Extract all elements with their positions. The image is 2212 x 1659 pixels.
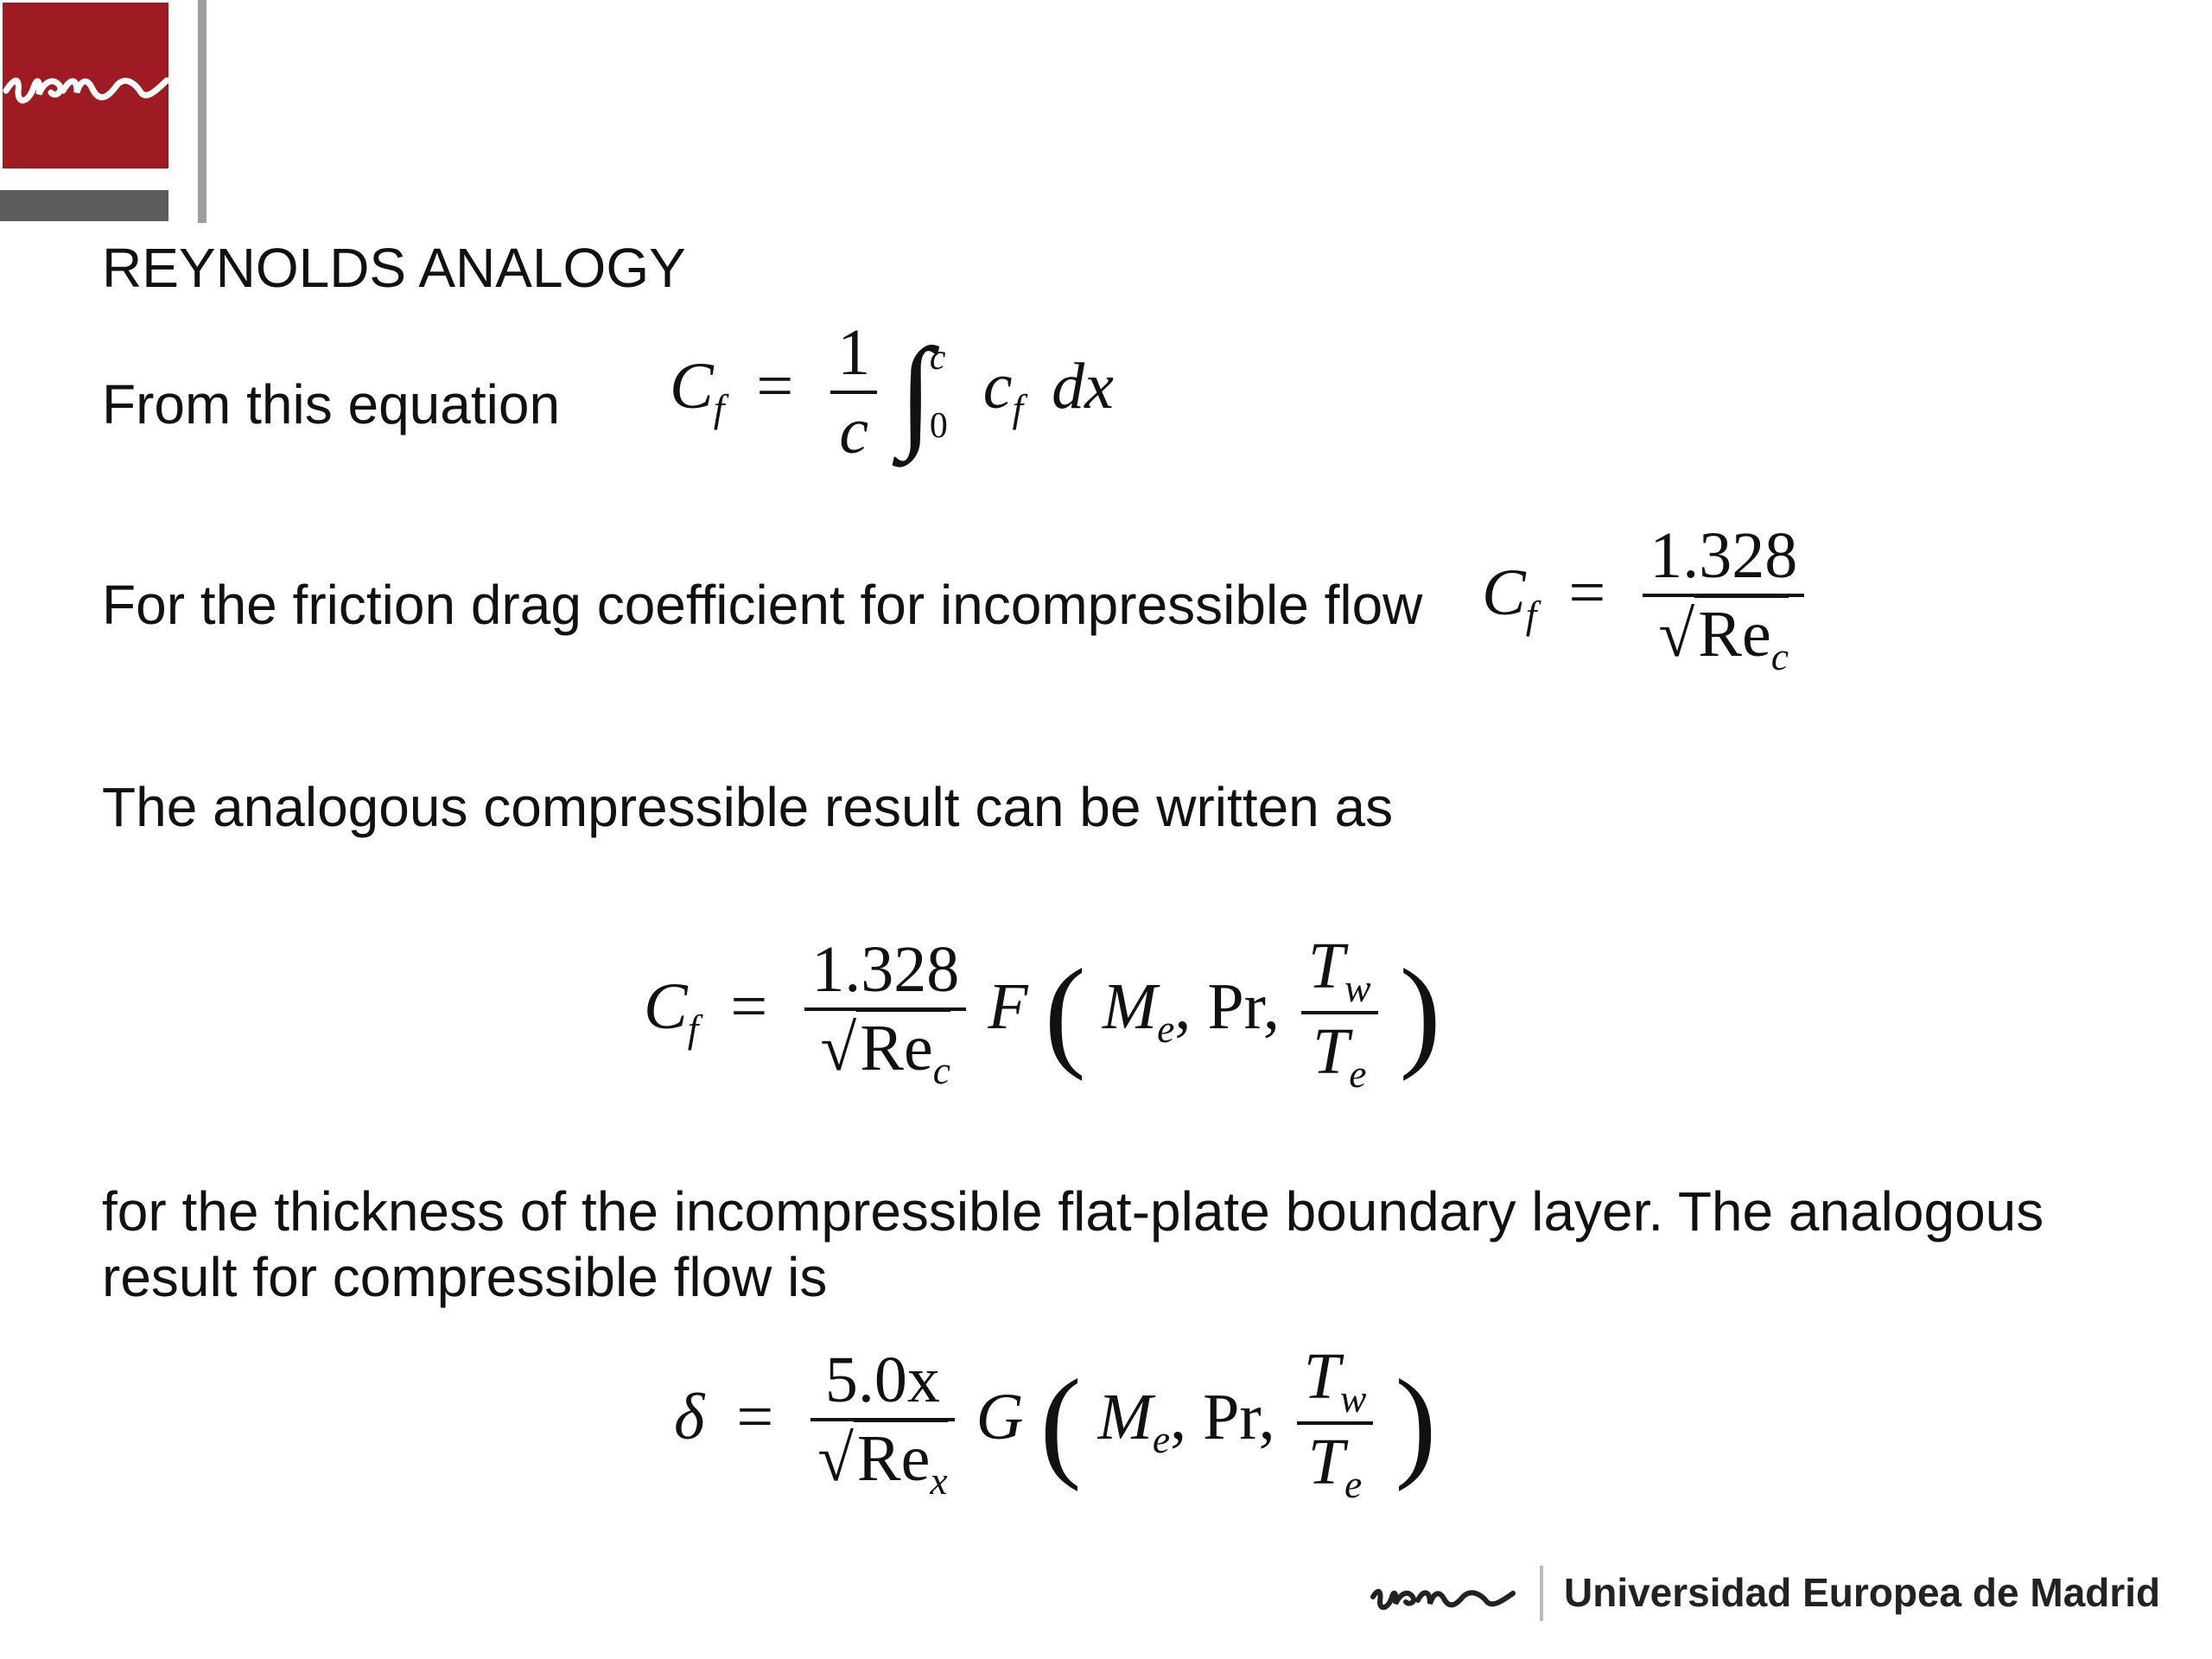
eq4-fraction [810,1343,954,1504]
eq2-num: 1.328 [1643,518,1804,597]
eq3-lhs: C [644,969,688,1043]
eq1-den: c [839,395,869,468]
eq2-lhs-sub: f [1525,592,1537,637]
eq4-tnum-sub: w [1339,1376,1367,1421]
eq1-num: 1 [830,315,877,394]
text-thickness-line1: for the thickness of the incompressible flat-plate boundary layer. The analogous [102,1180,2044,1243]
eq2-lhs: C [1482,556,1526,629]
eq2-den-sub: c [1770,634,1789,679]
eq3-fraction [804,932,966,1094]
eq4-func: G [976,1380,1024,1453]
eq3-lhs-sub: f [687,1006,699,1051]
text-from-this-equation: From this equation [102,373,561,435]
left-paren-icon: ( [1039,1354,1082,1493]
sqrt-icon: $√Re_c$ [821,1011,950,1093]
uem-footer-logo-icon [1370,1571,1516,1623]
eq3-den: Re [860,1012,933,1085]
eq4-arg1-sub: e [1152,1416,1171,1461]
text-thickness-line2: result for compressible flow is [102,1246,828,1308]
eq4-tden: T [1307,1426,1345,1499]
eq3-temp-fraction [1301,929,1378,1097]
eq1-lhs-sub: f [713,385,725,430]
eq4-tnum: T [1303,1340,1340,1413]
equation-integral-cf [670,315,1114,470]
eq4-den: Re [856,1422,931,1496]
equation-compressible-cf: $C_f$ = $\frac{1.328}{√Re_c}$ F ( $M_e$, Pr, $\frac{T_w}{T_e}$ ) [644,930,1441,1096]
eq4-arg2: Pr, [1203,1380,1275,1453]
uem-script-logo-icon [3,3,168,168]
logo-gray-bar [0,190,168,221]
eq4-den-sub: x [930,1459,948,1503]
footer-divider [1540,1566,1543,1621]
eq3-func: F [988,969,1028,1043]
eq1-integrand-sub: f [1012,385,1024,430]
eq1-lhs: C [670,349,714,423]
eq3-den-sub: c [932,1048,950,1093]
sqrt-icon: $√Re_c$ [1659,597,1789,679]
sqrt-icon: $√Re_x$ [817,1421,947,1503]
eq4-arg1: M [1097,1380,1153,1453]
eq1-dx: dx [1052,349,1114,423]
eq3-arg2: Pr, [1207,969,1280,1043]
equation-incompressible-cf [1482,518,1809,680]
eq3-arg1-sub: e [1157,1006,1175,1051]
eq3-arg1: M [1102,969,1158,1043]
eq3-tnum-sub: w [1344,965,1371,1010]
eq4-lhs: δ [674,1380,705,1453]
eq4-temp-fraction [1297,1339,1374,1508]
left-paren-icon: ( [1044,944,1086,1083]
right-paren-icon: ) [1399,944,1441,1083]
eq1-equals: = [756,349,794,423]
eq1-integrand: c [982,349,1013,423]
eq1-upper: c [929,337,946,378]
eq1-fraction [830,315,877,470]
university-logo [3,3,168,168]
eq4-num: 5.0x [810,1343,954,1421]
integral-sign-icon: ∫ [899,323,933,462]
equation-boundary-thickness: δ = $\frac{5.0x}{√Re_x}$ G ( $M_e$, Pr, $\frac{T_w}{T_e}$ ) [674,1340,1437,1507]
eq4-tden-sub: e [1344,1462,1363,1507]
eq3-num: 1.328 [804,932,966,1011]
eq2-den: Re [1698,598,1771,671]
header-divider [198,0,207,223]
eq1-limits [930,324,948,461]
eq3-equals: = [730,969,768,1043]
eq4-equals: = [736,1380,774,1453]
eq3-tnum: T [1307,930,1345,1002]
eq2-equals: = [1568,556,1606,629]
right-paren-icon: ) [1395,1354,1437,1493]
eq3-tden: T [1312,1015,1350,1089]
eq2-fraction [1643,518,1804,680]
footer-university-name: Universidad Europea de Madrid [1564,1570,2161,1615]
slide-title: REYNOLDS ANALOGY [102,237,686,299]
eq1-lower: 0 [929,406,948,447]
eq3-tden-sub: e [1349,1052,1367,1096]
text-friction-drag: For the friction drag coefficient for incompressible flow [102,574,1423,636]
text-analogous-compressible: The analogous compressible result can be written as [102,776,1394,838]
